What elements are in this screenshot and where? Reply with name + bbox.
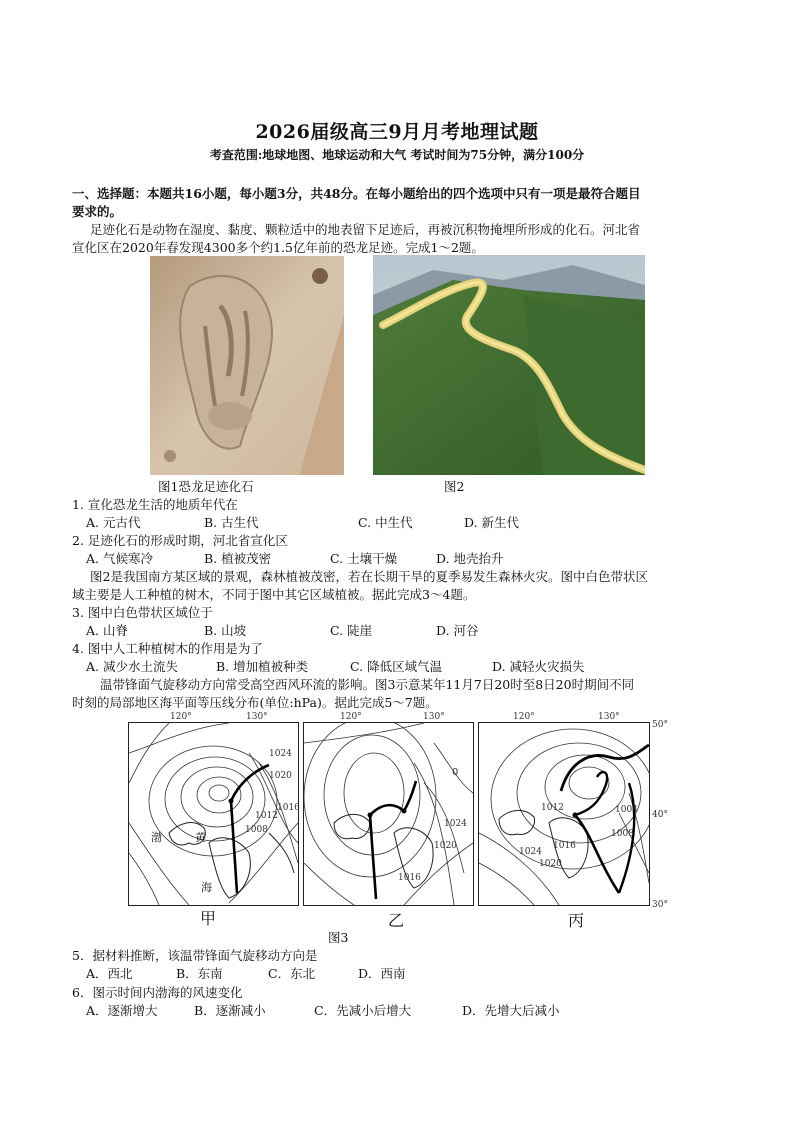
q5-option-c[interactable]: C．东北 [268, 966, 316, 981]
lon-120-label: 120° [340, 712, 362, 722]
q1-option-b[interactable]: B. 古生代 [204, 515, 259, 530]
lat-40-label: 40° [652, 810, 668, 820]
jia-1024: 1024 [269, 749, 292, 759]
section-heading-cont: 要求的。 [72, 204, 123, 219]
figure-1-footprint-photo [150, 256, 344, 475]
passage-2-line-2: 域主要是人工种植的树木，不同于图中其它区域植被。据此完成3～4题。 [72, 587, 476, 602]
q1-option-c[interactable]: C. 中生代 [358, 515, 413, 530]
panel-label-bing: 丙 [568, 911, 585, 930]
question-6-stem: 6．图示时间内渤海的风速变化 [72, 985, 243, 1000]
question-2-options [86, 549, 646, 565]
bing-1008: 1008 [611, 829, 634, 839]
passage-1-line-1: 足迹化石是动物在湿度、黏度、颗粒适中的地表留下足迹后，再被沉积物掩埋所形成的化石。河北省 [90, 222, 641, 237]
panel-label-yi: 乙 [388, 911, 405, 930]
q5-option-a[interactable]: A．西北 [86, 966, 133, 981]
lat-30-label: 30° [652, 900, 668, 910]
q4-option-c[interactable]: C. 降低区域气温 [350, 659, 443, 674]
q2-option-d[interactable]: D. 地壳抬升 [436, 551, 504, 566]
exam-scope: 考查范围:地球地图、地球运动和大气 考试时间为75分钟，满分100分 [209, 148, 585, 162]
yi-1024: 1024 [444, 819, 467, 829]
question-2-stem: 2. 足迹化石的形成时期，河北省宣化区 [72, 533, 288, 548]
lat-50-label: 50° [652, 720, 668, 730]
q2-option-c[interactable]: C. 土壤干燥 [330, 551, 398, 566]
lon-130-label: 130° [598, 712, 620, 722]
question-1-stem: 1. 宣化恐龙生活的地质年代在 [72, 497, 238, 512]
passage-3-line-1: 温带锋面气旋移动方向常受高空西风环流的影响。图3示意某年11月7日20时至8日20时期间不同 [100, 677, 635, 692]
figure-2-ridge-photo [373, 255, 645, 475]
lon-130-label: 130° [246, 712, 268, 722]
q3-option-b[interactable]: B. 山坡 [204, 623, 247, 638]
map-panel-jia [128, 722, 299, 906]
bing-1004: 1004 [615, 805, 638, 815]
jia-1016: 1016 [277, 803, 300, 813]
q4-option-b[interactable]: B. 增加植被种类 [216, 659, 309, 674]
q6-option-c[interactable]: C．先减小后增大 [314, 1003, 412, 1018]
svg-text:0: 0 [452, 767, 459, 778]
jia-hai: 海 [201, 881, 212, 894]
panel-label-jia: 甲 [200, 909, 217, 928]
question-5-options [86, 964, 646, 980]
page-title: 2026届级高三9月月考地理试题 [255, 121, 539, 143]
question-5-stem: 5．据材料推断，该温带锋面气旋移动方向是 [72, 948, 318, 963]
figure-3-isobar-maps [128, 710, 668, 930]
jia-1008: 1008 [245, 825, 268, 835]
question-4-options [86, 657, 646, 673]
question-3-options [86, 621, 646, 637]
jia-huang: 黄 [195, 831, 206, 844]
q3-option-a[interactable]: A. 山脊 [86, 623, 128, 638]
jia-1012: 1012 [255, 811, 278, 821]
bing-1016: 1016 [553, 841, 576, 851]
figure-2-caption: 图2 [444, 479, 465, 494]
q5-option-b[interactable]: B．东南 [176, 966, 223, 981]
question-4-stem: 4. 图中人工种植树木的作用是为了 [72, 641, 263, 656]
section-heading: 一、选择题：本题共16小题，每小题3分，共48分。在每小题给出的四个选项中只有一项是最符合题目 [72, 186, 641, 201]
jia-bo: 渤 [151, 831, 162, 844]
yi-1016: 1016 [398, 873, 421, 883]
q6-option-d[interactable]: D．先增大后减小 [462, 1003, 560, 1018]
bing-1012: 1012 [541, 803, 564, 813]
q4-option-d[interactable]: D. 减轻火灾损失 [492, 659, 585, 674]
q2-option-a[interactable]: A. 气候寒冷 [86, 551, 153, 566]
passage-1-line-2: 宣化区在2020年春发现4300多个约1.5亿年前的恐龙足迹。完成1～2题。 [72, 240, 484, 255]
q6-option-b[interactable]: B．逐渐减小 [194, 1003, 266, 1018]
lon-120-label: 120° [513, 712, 535, 722]
map-panel-bing [478, 722, 650, 906]
question-3-stem: 3. 图中白色带状区域位于 [72, 605, 213, 620]
bing-1024: 1024 [519, 847, 542, 857]
q1-option-a[interactable]: A. 元古代 [86, 515, 141, 530]
q6-option-a[interactable]: A．逐渐增大 [86, 1003, 158, 1018]
passage-2-line-1: 图2是我国南方某区域的景观，森林植被茂密，若在长期干旱的夏季易发生森林火灾。图中白色带状区 [90, 569, 648, 584]
q5-option-d[interactable]: D．西南 [358, 966, 406, 981]
yi-1020: 1020 [434, 841, 457, 851]
map-panel-yi [303, 722, 474, 906]
lon-120-label: 120° [170, 712, 192, 722]
lon-130-label: 130° [423, 712, 445, 722]
q4-option-a[interactable]: A. 减少水土流失 [86, 659, 178, 674]
jia-1020: 1020 [269, 771, 292, 781]
figure-1-caption: 图1恐龙足迹化石 [158, 479, 254, 494]
q2-option-b[interactable]: B. 植被茂密 [204, 551, 272, 566]
q3-option-c[interactable]: C. 陡崖 [330, 623, 373, 638]
q1-option-d[interactable]: D. 新生代 [464, 515, 520, 530]
passage-3-line-2: 时刻的局部地区海平面等压线分布(单位:hPa)。据此完成5～7题。 [72, 695, 438, 710]
question-6-options [86, 1001, 646, 1017]
q3-option-d[interactable]: D. 河谷 [436, 623, 479, 638]
bing-1020: 1020 [539, 859, 562, 869]
question-1-options [86, 513, 646, 529]
figure-3-caption: 图3 [328, 930, 349, 945]
